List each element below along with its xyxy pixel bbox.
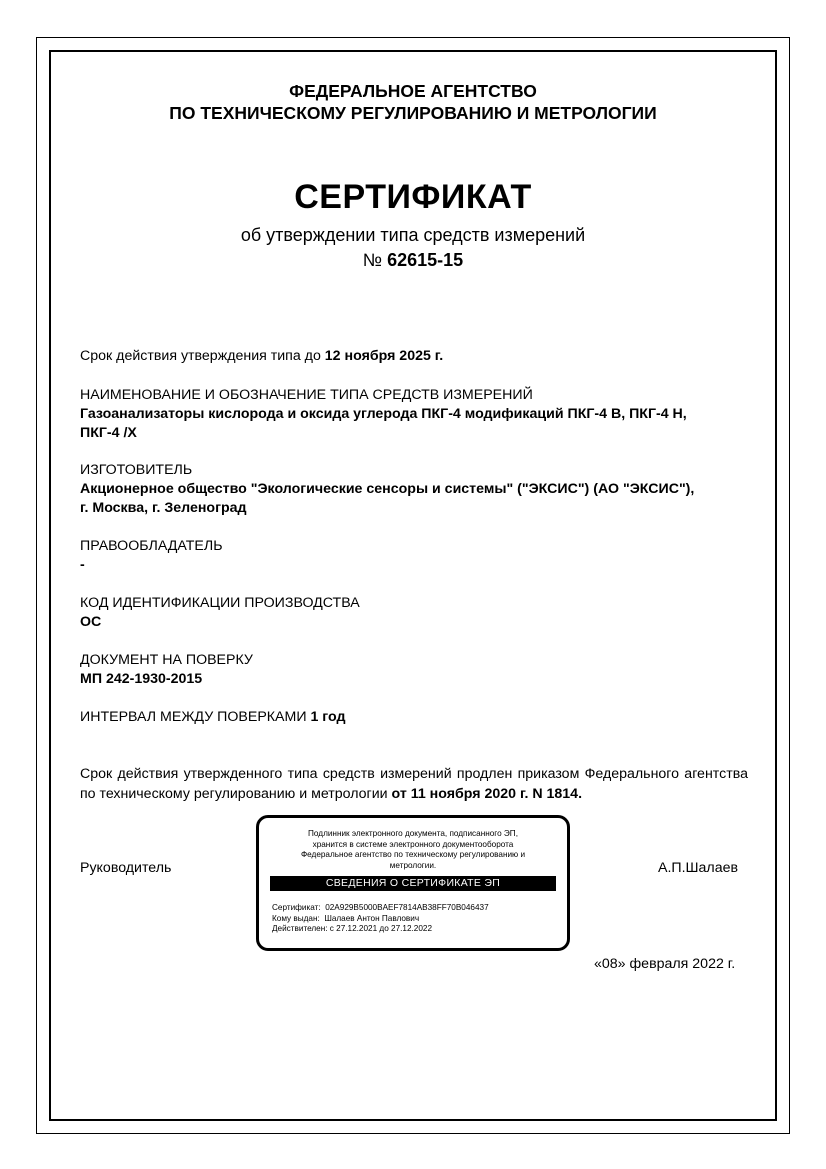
- stamp-valid-label: Действителен:: [272, 924, 328, 933]
- agency-line-1: ФЕДЕРАЛЬНОЕ АГЕНТСТВО: [289, 81, 537, 101]
- stamp-valid-value: с 27.12.2021 до 27.12.2022: [329, 924, 433, 933]
- production-code-label: КОД ИДЕНТИФИКАЦИИ ПРОИЗВОДСТВА: [80, 595, 360, 611]
- agency-name: [0, 80, 826, 124]
- extension-paragraph: [80, 765, 748, 804]
- document-subtitle: об утверждении типа средств измерений: [240, 225, 586, 245]
- signatory-name: А.П.Шалаев: [658, 860, 739, 876]
- stamp-issued-row: [272, 914, 567, 925]
- stamp-details: [272, 903, 567, 935]
- agency-line-2: ПО ТЕХНИЧЕСКОМУ РЕГУЛИРОВАНИЮ И МЕТРОЛОГИИ: [169, 103, 657, 123]
- stamp-valid-row: [272, 924, 567, 935]
- stamp-cert-label: Сертификат:: [272, 903, 321, 912]
- signatory-role: Руководитель: [80, 860, 172, 876]
- validity-label: Срок действия утверждения типа до: [80, 348, 325, 364]
- stamp-line-3: Федеральное агентство по техническому регулированию и: [300, 850, 526, 859]
- production-code-value: ОС: [80, 614, 102, 630]
- stamp-title-bar: СВЕДЕНИЯ О СЕРТИФИКАТЕ ЭП: [270, 876, 556, 891]
- type-name-value-2: ПКГ-4 /Х: [80, 425, 137, 441]
- stamp-line-1: Подлинник электронного документа, подписанного ЭП,: [308, 829, 518, 838]
- verification-doc-label: ДОКУМЕНТ НА ПОВЕРКУ: [80, 652, 253, 668]
- interval-line: [80, 708, 346, 728]
- document-title: СЕРТИФИКАТ: [294, 178, 532, 216]
- stamp-cert-row: [272, 903, 567, 914]
- certificate-number: [0, 250, 826, 271]
- stamp-line-4: метрологии.: [389, 860, 437, 870]
- validity-value: 12 ноября 2025 г.: [324, 348, 444, 364]
- number-prefix: №: [362, 250, 388, 270]
- type-name-value-1: Газоанализаторы кислорода и оксида углерода ПКГ-4 модификаций ПКГ-4 В, ПКГ-4 Н,: [80, 406, 687, 422]
- rights-holder-label: ПРАВООБЛАДАТЕЛЬ: [80, 538, 223, 554]
- stamp-cert-value: 02A929B5000BAEF7814AB38FF70B046437: [325, 903, 489, 912]
- stamp-header: [259, 829, 567, 871]
- e-signature-stamp: [256, 815, 570, 951]
- validity-line: [80, 347, 443, 367]
- stamp-issued-label: Кому выдан:: [272, 913, 320, 923]
- extension-text: Срок действия утвержденного типа средств измерений продлен приказом Федерального агентства по техническому регулированию и метрологии: [80, 766, 748, 802]
- interval-value: 1 год: [310, 709, 346, 725]
- signature-date: «08» февраля 2022 г.: [594, 956, 736, 972]
- manufacturer-value-2: г. Москва, г. Зеленоград: [80, 500, 247, 516]
- type-name-label: НАИМЕНОВАНИЕ И ОБОЗНАЧЕНИЕ ТИПА СРЕДСТВ ИЗМЕРЕНИЙ: [80, 387, 533, 403]
- extension-order: от 11 ноября 2020 г. N 1814.: [391, 785, 583, 802]
- rights-holder-value: -: [80, 557, 85, 573]
- interval-label: ИНТЕРВАЛ МЕЖДУ ПОВЕРКАМИ: [80, 709, 311, 725]
- manufacturer-value-1: Акционерное общество "Экологические сенсоры и системы" ("ЭКСИС") (АО "ЭКСИС"),: [80, 481, 695, 497]
- stamp-line-2: хранится в системе электронного документооборота: [312, 839, 514, 849]
- stamp-issued-value: Шалаев Антон Павлович: [324, 913, 420, 923]
- verification-doc-value: МП 242-1930-2015: [80, 671, 203, 687]
- manufacturer-label: ИЗГОТОВИТЕЛЬ: [80, 462, 193, 478]
- number-value: 62615-15: [387, 250, 464, 270]
